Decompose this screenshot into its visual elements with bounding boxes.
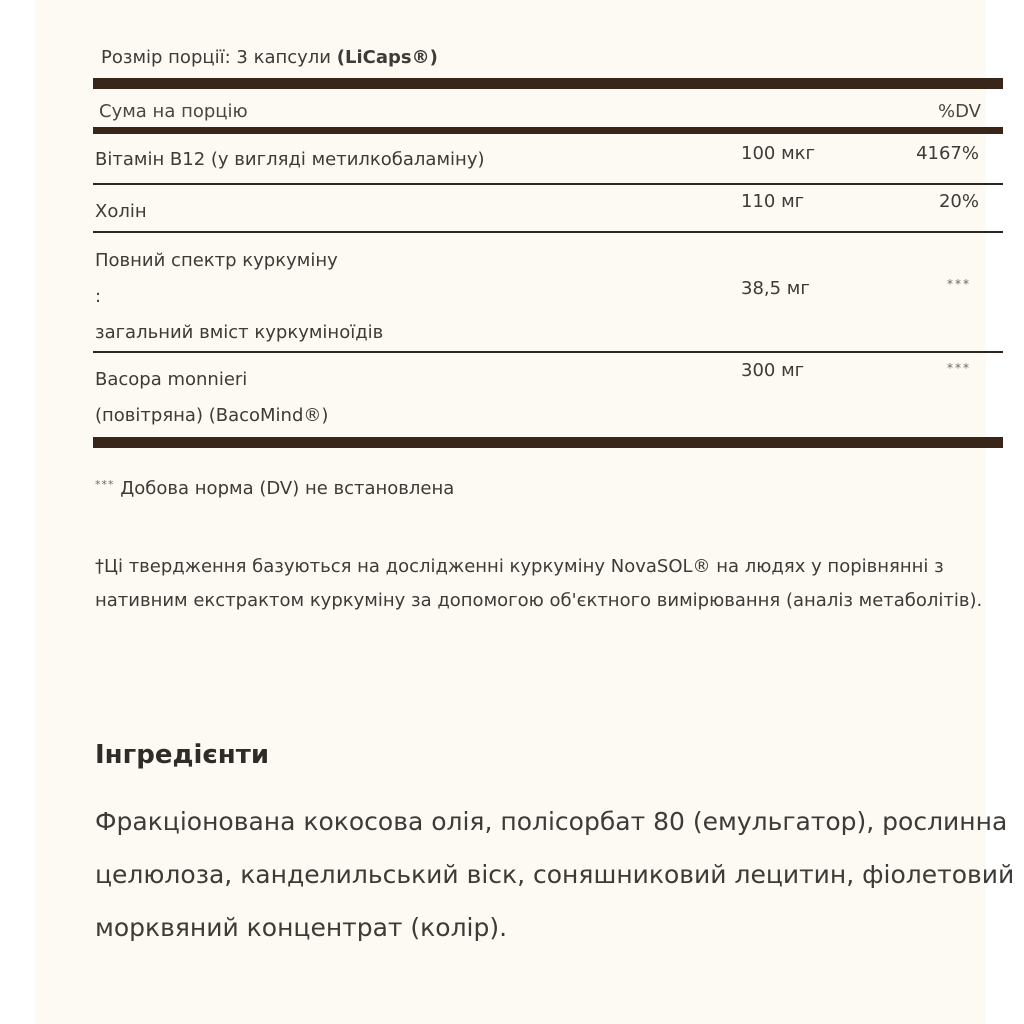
- serving-size-brand: (LiCaps®): [336, 47, 438, 68]
- ingredients-heading: Інгредієнти: [95, 740, 270, 770]
- nutrient-name-line-2: :: [95, 286, 102, 307]
- serving-size: [101, 47, 438, 68]
- row-divider: [93, 351, 1003, 353]
- claim-note: †Ці твердження базуються на дослідженні куркуміну NovaSOL® на людях у порівнянні з нативним екстрактом куркуміну за допомогою об'єктного вимірювання (аналіз метаболітів).: [95, 556, 983, 611]
- thick-divider-bottom: [93, 437, 1003, 448]
- nutrient-dv: 20%: [938, 191, 979, 212]
- nutrient-name-line-2: (повітряна) (BacoMind®): [95, 405, 329, 426]
- dv-footnote: [95, 478, 454, 499]
- serving-size-label: Розмір порції: 3 капсули: [101, 47, 332, 68]
- product-info-panel: [35, 0, 1015, 1024]
- nutrient-dv-not-established: ***: [947, 277, 971, 291]
- nutrient-amount: 110 мг: [741, 191, 805, 212]
- row-divider: [93, 183, 1003, 185]
- amount-per-serving-header: Сума на порцію: [99, 101, 248, 122]
- nutrient-dv-not-established: ***: [947, 361, 971, 375]
- ingredients-list: Фракціонована кокосова олія, полісорбат 80 (емульгатор), рослинна целюлоза, канделильський віск, соняшниковий лецитин, фіолетовий морквяний концентрат (колір).: [95, 807, 1015, 942]
- dv-column-header: %DV: [938, 101, 981, 122]
- footnote-marker: ***: [95, 478, 115, 491]
- thick-divider-top: [93, 78, 1003, 89]
- nutrient-name-line-1: Bacopa monnieri: [95, 369, 248, 390]
- footnote-text: Добова норма (DV) не встановлена: [120, 478, 455, 499]
- nutrient-name: Холін: [95, 201, 147, 222]
- nutrient-dv: 4167%: [916, 143, 979, 164]
- nutrient-name-line-1: Повний спектр куркуміну: [95, 250, 338, 271]
- nutrient-amount: 100 мкг: [741, 143, 815, 164]
- row-divider: [93, 231, 1003, 233]
- header-divider: [93, 127, 1003, 134]
- nutrient-name: Вітамін B12 (у вигляді метилкобаламіну): [95, 149, 485, 170]
- nutrient-amount: 38,5 мг: [741, 278, 810, 299]
- nutrient-amount: 300 мг: [741, 360, 805, 381]
- nutrient-name-line-3: загальний вміст куркуміноїдів: [95, 322, 384, 343]
